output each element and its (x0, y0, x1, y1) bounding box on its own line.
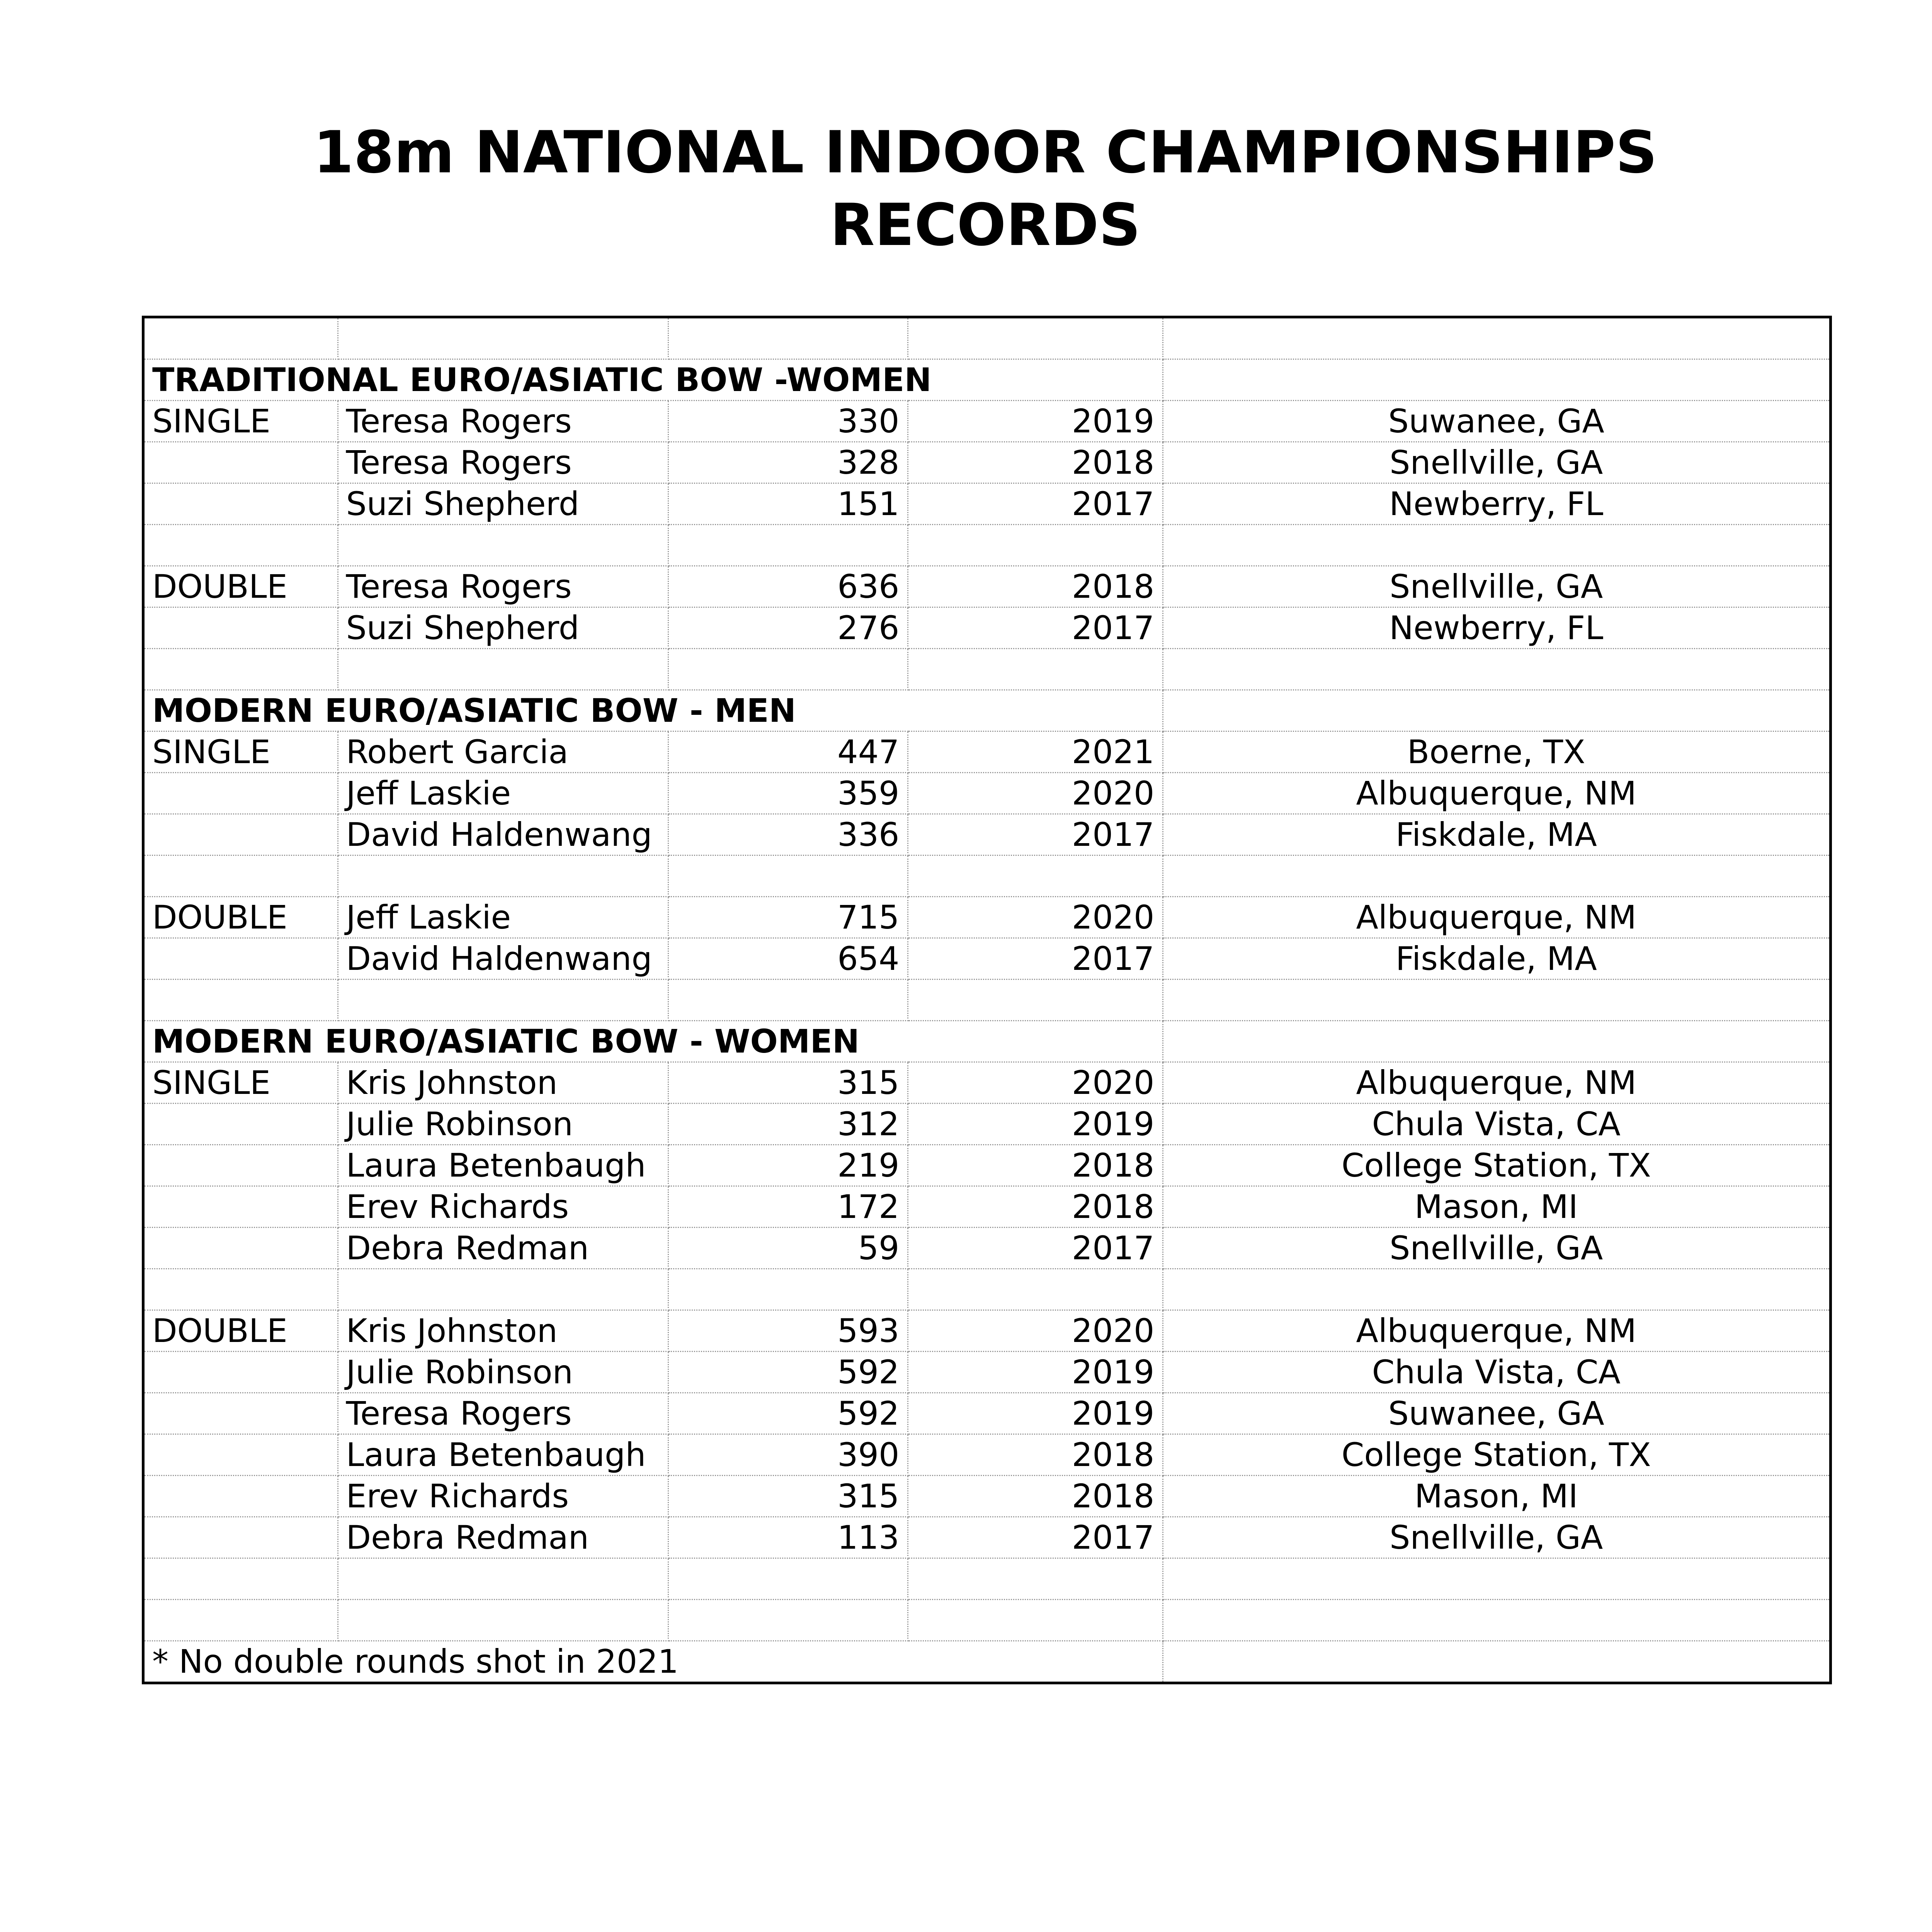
section-heading: MODERN EURO/ASIATIC BOW - MEN (145, 690, 908, 731)
location-value: Fiskdale, MA (1163, 938, 1829, 980)
section-heading-row (145, 1021, 1829, 1062)
archer-name: Debra Redman (338, 1517, 668, 1558)
blank-row (145, 1558, 1829, 1600)
record-row (145, 1062, 1829, 1104)
archer-name: Teresa Rogers (338, 401, 668, 442)
empty-cell (145, 318, 338, 359)
location-value: Newberry, FL (1163, 607, 1829, 649)
location-value: Suwanee, GA (1163, 401, 1829, 442)
empty-cell (908, 980, 1163, 1021)
year-value: 2017 (908, 814, 1163, 855)
round-type: SINGLE (145, 401, 338, 442)
location-value: Albuquerque, NM (1163, 897, 1829, 938)
empty-cell (338, 1600, 668, 1641)
empty-cell (668, 318, 908, 359)
round-type: DOUBLE (145, 1310, 338, 1352)
records-sheet (142, 316, 1832, 1684)
empty-cell (668, 1600, 908, 1641)
location-value: Snellville, GA (1163, 1228, 1829, 1269)
score-value: 336 (668, 814, 908, 855)
score-value: 636 (668, 566, 908, 607)
score-value: 172 (668, 1186, 908, 1228)
score-value: 592 (668, 1352, 908, 1393)
record-row (145, 401, 1829, 442)
empty-cell (908, 855, 1163, 897)
empty-cell (908, 1021, 1163, 1062)
empty-cell (1163, 649, 1829, 690)
location-value: College Station, TX (1163, 1434, 1829, 1476)
year-value: 2017 (908, 607, 1163, 649)
record-row (145, 773, 1829, 814)
empty-cell (145, 1517, 338, 1558)
score-value: 219 (668, 1145, 908, 1186)
archer-name: Debra Redman (338, 1228, 668, 1269)
record-row (145, 1393, 1829, 1434)
archer-name: Suzi Shepherd (338, 607, 668, 649)
empty-cell (145, 855, 338, 897)
empty-cell (908, 525, 1163, 566)
empty-cell (145, 773, 338, 814)
year-value: 2017 (908, 483, 1163, 525)
location-value: Snellville, GA (1163, 442, 1829, 483)
record-row (145, 938, 1829, 980)
blank-row (145, 1600, 1829, 1641)
empty-cell (668, 1269, 908, 1310)
empty-cell (145, 1558, 338, 1600)
empty-cell (1163, 525, 1829, 566)
location-value: Chula Vista, CA (1163, 1104, 1829, 1145)
year-value: 2018 (908, 1186, 1163, 1228)
year-value: 2019 (908, 1393, 1163, 1434)
empty-cell (1163, 1021, 1829, 1062)
round-type: SINGLE (145, 731, 338, 773)
year-value: 2019 (908, 1352, 1163, 1393)
empty-cell (1163, 359, 1829, 401)
record-row (145, 1104, 1829, 1145)
year-value: 2017 (908, 1228, 1163, 1269)
year-value: 2018 (908, 566, 1163, 607)
record-row (145, 1186, 1829, 1228)
empty-cell (145, 1104, 338, 1145)
location-value: Fiskdale, MA (1163, 814, 1829, 855)
archer-name: Jeff Laskie (338, 773, 668, 814)
year-value: 2019 (908, 401, 1163, 442)
empty-cell (668, 855, 908, 897)
score-value: 315 (668, 1062, 908, 1104)
archer-name: Julie Robinson (338, 1352, 668, 1393)
blank-row (145, 980, 1829, 1021)
blank-row (145, 649, 1829, 690)
score-value: 715 (668, 897, 908, 938)
record-row (145, 566, 1829, 607)
empty-cell (145, 649, 338, 690)
archer-name: Laura Betenbaugh (338, 1145, 668, 1186)
archer-name: Kris Johnston (338, 1310, 668, 1352)
records-table-body (145, 318, 1829, 1682)
location-value: Boerne, TX (1163, 731, 1829, 773)
year-value: 2019 (908, 1104, 1163, 1145)
year-value: 2020 (908, 1062, 1163, 1104)
blank-row (145, 525, 1829, 566)
score-value: 593 (668, 1310, 908, 1352)
round-type: DOUBLE (145, 566, 338, 607)
empty-cell (338, 525, 668, 566)
empty-cell (145, 607, 338, 649)
score-value: 276 (668, 607, 908, 649)
record-row (145, 1476, 1829, 1517)
empty-cell (338, 1269, 668, 1310)
score-value: 447 (668, 731, 908, 773)
empty-cell (908, 1269, 1163, 1310)
year-value: 2017 (908, 938, 1163, 980)
empty-cell (908, 318, 1163, 359)
location-value: Newberry, FL (1163, 483, 1829, 525)
record-row (145, 814, 1829, 855)
record-row (145, 1352, 1829, 1393)
location-value: Chula Vista, CA (1163, 1352, 1829, 1393)
archer-name: Erev Richards (338, 1476, 668, 1517)
archer-name: Laura Betenbaugh (338, 1434, 668, 1476)
record-row (145, 1434, 1829, 1476)
empty-cell (338, 855, 668, 897)
empty-cell (145, 1393, 338, 1434)
archer-name: Robert Garcia (338, 731, 668, 773)
year-value: 2018 (908, 1145, 1163, 1186)
year-value: 2021 (908, 731, 1163, 773)
empty-cell (1163, 690, 1829, 731)
empty-cell (145, 938, 338, 980)
empty-cell (668, 1558, 908, 1600)
record-row (145, 442, 1829, 483)
score-value: 151 (668, 483, 908, 525)
location-value: Snellville, GA (1163, 566, 1829, 607)
empty-cell (1163, 1558, 1829, 1600)
record-row (145, 483, 1829, 525)
round-type: SINGLE (145, 1062, 338, 1104)
record-row (145, 1310, 1829, 1352)
year-value: 2020 (908, 897, 1163, 938)
round-type: DOUBLE (145, 897, 338, 938)
blank-row (145, 1269, 1829, 1310)
empty-cell (908, 1600, 1163, 1641)
empty-cell (338, 318, 668, 359)
archer-name: Erev Richards (338, 1186, 668, 1228)
empty-cell (1163, 855, 1829, 897)
archer-name: Suzi Shepherd (338, 483, 668, 525)
empty-cell (338, 1558, 668, 1600)
year-value: 2020 (908, 1310, 1163, 1352)
score-value: 654 (668, 938, 908, 980)
empty-cell (908, 1641, 1163, 1682)
page-title-line-2: RECORDS (830, 192, 1141, 259)
empty-cell (145, 525, 338, 566)
location-value: Mason, MI (1163, 1476, 1829, 1517)
empty-cell (1163, 1641, 1829, 1682)
footnote-row (145, 1641, 1829, 1682)
empty-cell (908, 649, 1163, 690)
archer-name: Kris Johnston (338, 1062, 668, 1104)
location-value: Albuquerque, NM (1163, 773, 1829, 814)
location-value: Albuquerque, NM (1163, 1310, 1829, 1352)
empty-cell (145, 442, 338, 483)
record-row (145, 731, 1829, 773)
empty-cell (145, 1600, 338, 1641)
empty-cell (908, 359, 1163, 401)
location-value: Albuquerque, NM (1163, 1062, 1829, 1104)
blank-row (145, 855, 1829, 897)
score-value: 330 (668, 401, 908, 442)
archer-name: Julie Robinson (338, 1104, 668, 1145)
location-value: Snellville, GA (1163, 1517, 1829, 1558)
empty-cell (145, 1434, 338, 1476)
record-row (145, 1517, 1829, 1558)
empty-cell (908, 1558, 1163, 1600)
empty-cell (668, 649, 908, 690)
section-heading: MODERN EURO/ASIATIC BOW - WOMEN (145, 1021, 908, 1062)
year-value: 2018 (908, 1434, 1163, 1476)
record-row (145, 1228, 1829, 1269)
page-title-line-1: 18m NATIONAL INDOOR CHAMPIONSHIPS (313, 119, 1658, 186)
section-heading-row (145, 690, 1829, 731)
section-heading-row (145, 359, 1829, 401)
archer-name: Teresa Rogers (338, 442, 668, 483)
records-table (145, 318, 1829, 1682)
empty-cell (145, 1476, 338, 1517)
empty-cell (1163, 980, 1829, 1021)
score-value: 315 (668, 1476, 908, 1517)
empty-cell (145, 1228, 338, 1269)
empty-cell (1163, 1600, 1829, 1641)
year-value: 2017 (908, 1517, 1163, 1558)
section-heading: TRADITIONAL EURO/ASIATIC BOW -WOMEN (145, 359, 908, 401)
score-value: 113 (668, 1517, 908, 1558)
empty-cell (908, 690, 1163, 731)
location-value: College Station, TX (1163, 1145, 1829, 1186)
archer-name: David Haldenwang (338, 938, 668, 980)
empty-cell (1163, 1269, 1829, 1310)
blank-row (145, 318, 1829, 359)
empty-cell (145, 1352, 338, 1393)
archer-name: Teresa Rogers (338, 1393, 668, 1434)
empty-cell (338, 649, 668, 690)
year-value: 2020 (908, 773, 1163, 814)
score-value: 359 (668, 773, 908, 814)
empty-cell (1163, 318, 1829, 359)
empty-cell (145, 814, 338, 855)
empty-cell (145, 1269, 338, 1310)
record-row (145, 607, 1829, 649)
score-value: 592 (668, 1393, 908, 1434)
empty-cell (668, 980, 908, 1021)
empty-cell (145, 1145, 338, 1186)
empty-cell (145, 1186, 338, 1228)
score-value: 59 (668, 1228, 908, 1269)
score-value: 328 (668, 442, 908, 483)
footnote: * No double rounds shot in 2021 (152, 1643, 679, 1680)
empty-cell (338, 980, 668, 1021)
empty-cell (668, 525, 908, 566)
location-value: Suwanee, GA (1163, 1393, 1829, 1434)
empty-cell (145, 980, 338, 1021)
score-value: 390 (668, 1434, 908, 1476)
archer-name: Teresa Rogers (338, 566, 668, 607)
score-value: 312 (668, 1104, 908, 1145)
archer-name: David Haldenwang (338, 814, 668, 855)
archer-name: Jeff Laskie (338, 897, 668, 938)
location-value: Mason, MI (1163, 1186, 1829, 1228)
empty-cell (145, 483, 338, 525)
record-row (145, 897, 1829, 938)
record-row (145, 1145, 1829, 1186)
year-value: 2018 (908, 442, 1163, 483)
year-value: 2018 (908, 1476, 1163, 1517)
